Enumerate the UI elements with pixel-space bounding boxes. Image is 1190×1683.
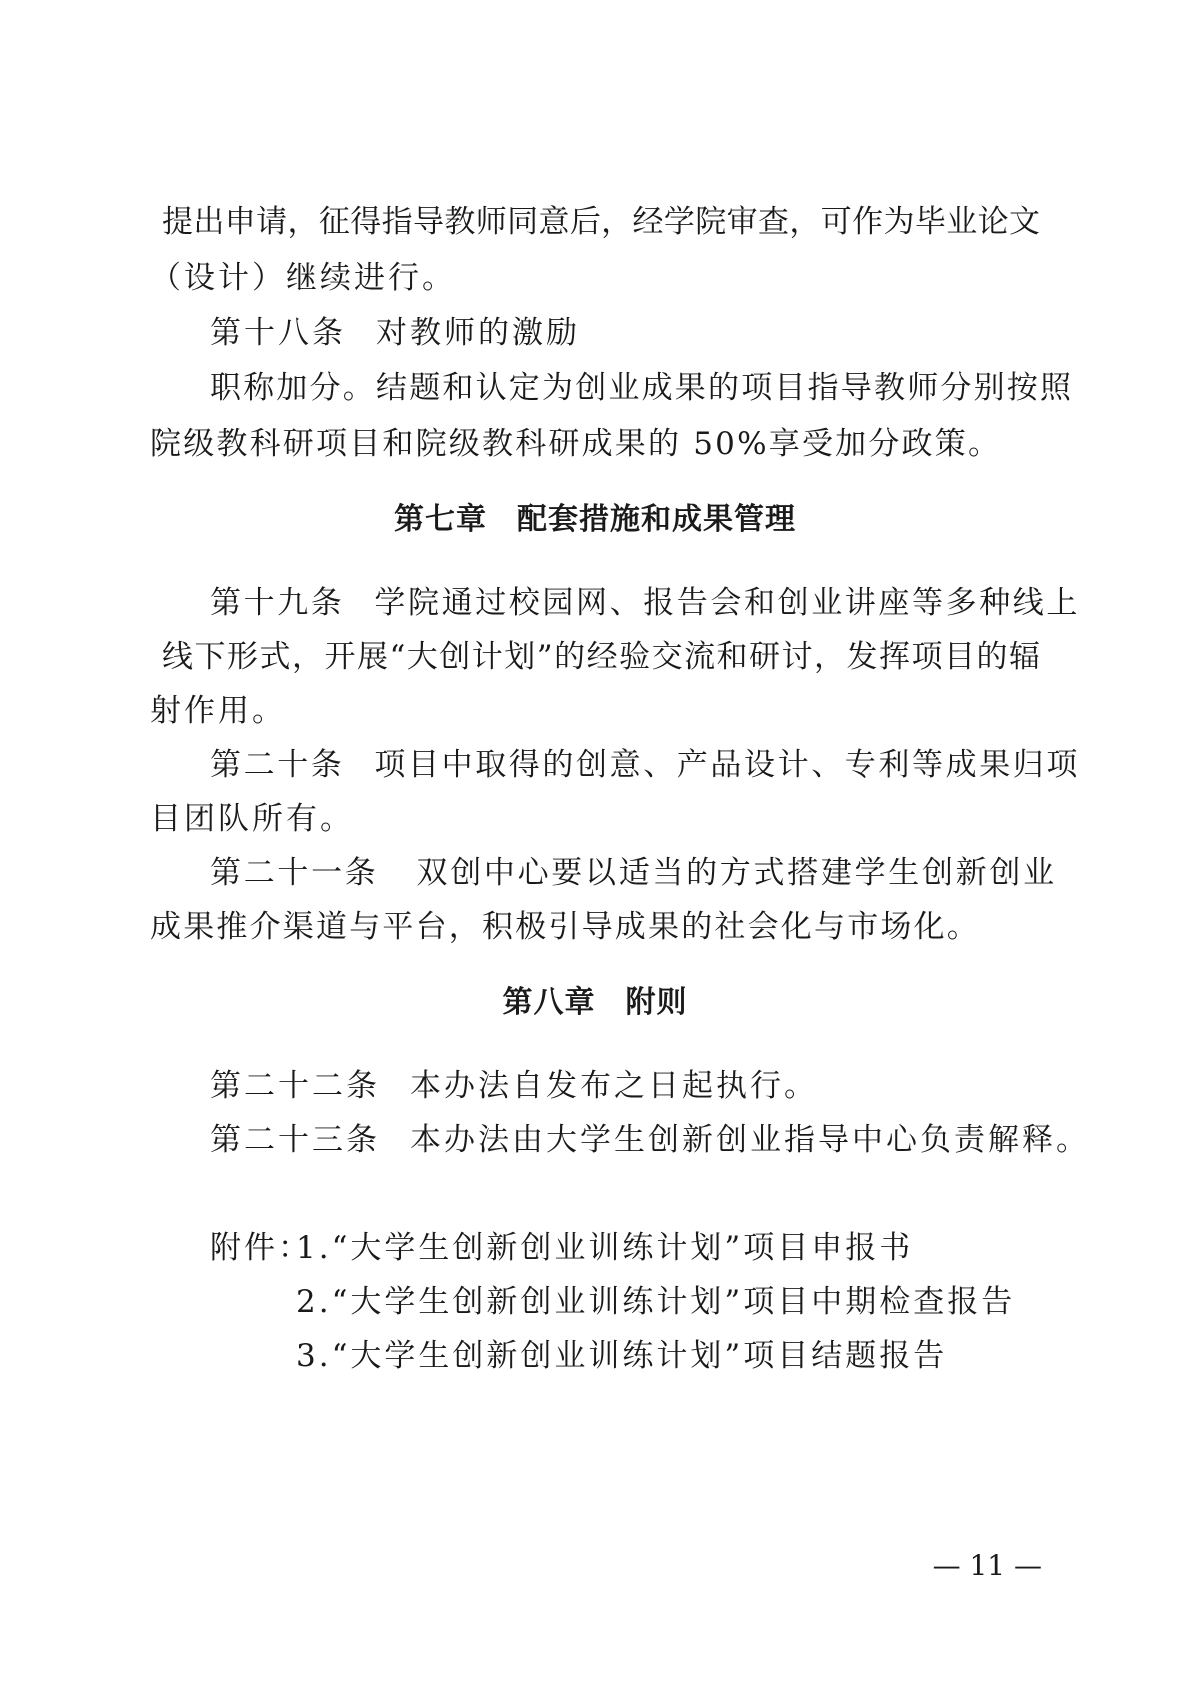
article-label: 第二十三条 — [210, 1122, 380, 1158]
chapter-label: 第八章 — [502, 985, 596, 1020]
article-label: 第二十二条 — [210, 1068, 380, 1104]
article-text: 学院通过校园网、报告会和创业讲座等多种线上 — [374, 585, 1081, 621]
chapter-title: 附则 — [625, 985, 688, 1020]
paragraph-line: 线下形式，开展“大创计划”的经验交流和研讨，发挥项目的辐 — [162, 639, 1040, 675]
paragraph-line: 成果推介渠道与平台，积极引导成果的社会化与市场化。 — [150, 909, 980, 945]
article-18-heading — [210, 313, 580, 353]
chapter-label: 第七章 — [394, 502, 487, 537]
attachments-label: 附件： — [210, 1230, 312, 1266]
article-text: 项目中取得的创意、产品设计、专利等成果归项 — [374, 747, 1081, 783]
paragraph-line: 射作用。 — [150, 693, 286, 729]
article-label: 第二十一条 — [210, 855, 379, 891]
chapter-8-heading — [0, 983, 1190, 1023]
attachment-item: 3.“大学生创新创业训练计划”项目结题报告 — [296, 1338, 948, 1374]
article-22-line — [210, 1066, 818, 1106]
chapter-title: 配套措施和成果管理 — [517, 502, 796, 537]
article-20-line — [210, 745, 1080, 785]
chapter-7-heading — [0, 500, 1190, 540]
article-19-line — [210, 583, 1080, 623]
paragraph-line: （设计）继续进行。 — [150, 260, 456, 296]
article-title: 对教师的激励 — [376, 315, 580, 351]
article-label: 第二十条 — [210, 747, 345, 783]
paragraph-line: 职称加分。结题和认定为创业成果的项目指导教师分别按照 — [210, 370, 1074, 406]
page-number: — 11 — — [932, 1549, 1042, 1582]
article-text: 本办法自发布之日起执行。 — [410, 1068, 818, 1104]
attachment-item: 2.“大学生创新创业训练计划”项目中期检查报告 — [296, 1284, 1016, 1320]
article-label: 第十九条 — [210, 585, 345, 621]
paragraph-line: 目团队所有。 — [150, 801, 354, 837]
article-text: 双创中心要以适当的方式搭建学生创新创业 — [416, 855, 1057, 891]
article-23-line — [210, 1120, 1090, 1160]
article-text: 本办法由大学生创新创业指导中心负责解释。 — [410, 1122, 1090, 1158]
article-21-line — [210, 853, 1057, 893]
article-label: 第十八条 — [210, 315, 346, 351]
attachment-item: 1.“大学生创新创业训练计划”项目申报书 — [296, 1230, 914, 1266]
paragraph-line: 院级教科研项目和院级教科研成果的 50%享受加分政策。 — [150, 426, 1002, 462]
paragraph-line: 提出申请，征得指导教师同意后，经学院审查，可作为毕业论文 — [162, 204, 1040, 240]
